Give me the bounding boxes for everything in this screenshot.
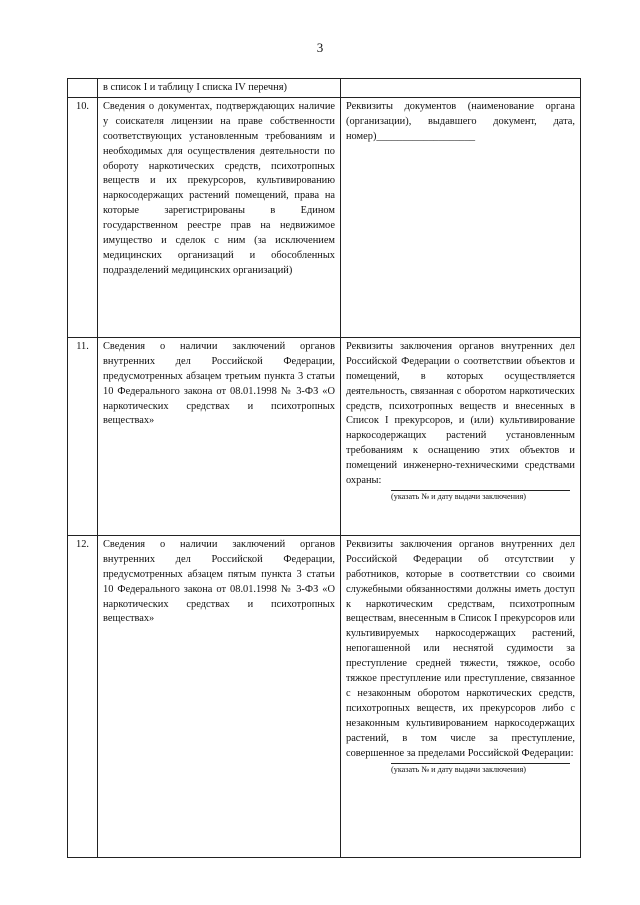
row-details <box>341 79 581 98</box>
row-number: 11. <box>68 337 98 535</box>
row-number: 12. <box>68 535 98 857</box>
table-row <box>68 97 581 337</box>
table-row <box>68 337 581 535</box>
row-number <box>68 79 98 98</box>
row-details-text: Реквизиты заключения органов внутренних дел Российской Федерации об отсутствии у работников, которые в соответствии со своими служебными обязанностями должны иметь доступ к наркотическим средствам, психотропным веществам, внесенным в Список I прекурсоров или культивируемых наркосодержащих растений, непогашенной или неснятой судимости за преступление средней тяжести, тяжкое, особо тяжкое преступление или преступление, связанное с незаконным оборотом наркотических средств, психотропных веществ, их прекурсоров либо с незаконным культивированием наркосодержащих растений, в том числе за преступление, совершенное за пределами Российской Федерации: <box>346 538 575 759</box>
row-details-text: Реквизиты документов (наименование органа (организации), выдавшего документ, дата, номер)___________________ <box>346 100 575 142</box>
row-description: Сведения о документах, подтверждающих наличие у соискателя лицензии на праве собственности соответствующих установленным требованиям и необходимых для осуществления деятельности по обороту наркотических средств, психотропных веществ и их прекурсоров, культивированию наркосодержащих растений помещений, права на которые зарегистрированы в Едином государственном реестре прав на недвижимое имущество и сделок с ним (за исключением медицинских организаций и обособленных подразделений медицинских организаций) <box>98 97 341 337</box>
row-description: Сведения о наличии заключений органов внутренних дел Российской Федерации, предусмотренных абзацем пятым пункта 3 статьи 10 Федерального закона от 08.01.1998 № 3-ФЗ «О наркотических средствах и психотропных веществах» <box>98 535 341 857</box>
row-description: в список I и таблицу I списка IV перечня) <box>98 79 341 98</box>
table-row <box>68 535 581 857</box>
row-details <box>341 337 581 535</box>
row-description: Сведения о наличии заключений органов внутренних дел Российской Федерации, предусмотренных абзацем третьим пункта 3 статьи 10 Федерального закона от 08.01.1998 № 3-ФЗ «О наркотических средствах и психотропных веществах» <box>98 337 341 535</box>
signature-caption: (указать № и дату выдачи заключения) <box>391 763 570 776</box>
row-details-text: Реквизиты заключения органов внутренних дел Российской Федерации о соответствии объектов и помещений, в которых осуществляется деятельность, связанная с оборотом наркотических средств, психотропных веществ и внесенных в Список I прекурсоров, и (или) культивирование наркосодержащих растений установленным требованиям к оснащению этих объектов и помещений инженерно-техническими средствами охраны: <box>346 340 575 487</box>
signature-caption: (указать № и дату выдачи заключения) <box>391 490 570 503</box>
row-details <box>341 97 581 337</box>
table-row <box>68 79 581 98</box>
page-number: 3 <box>316 40 324 55</box>
row-number: 10. <box>68 97 98 337</box>
row-details <box>341 535 581 857</box>
requirements-table <box>67 78 581 858</box>
